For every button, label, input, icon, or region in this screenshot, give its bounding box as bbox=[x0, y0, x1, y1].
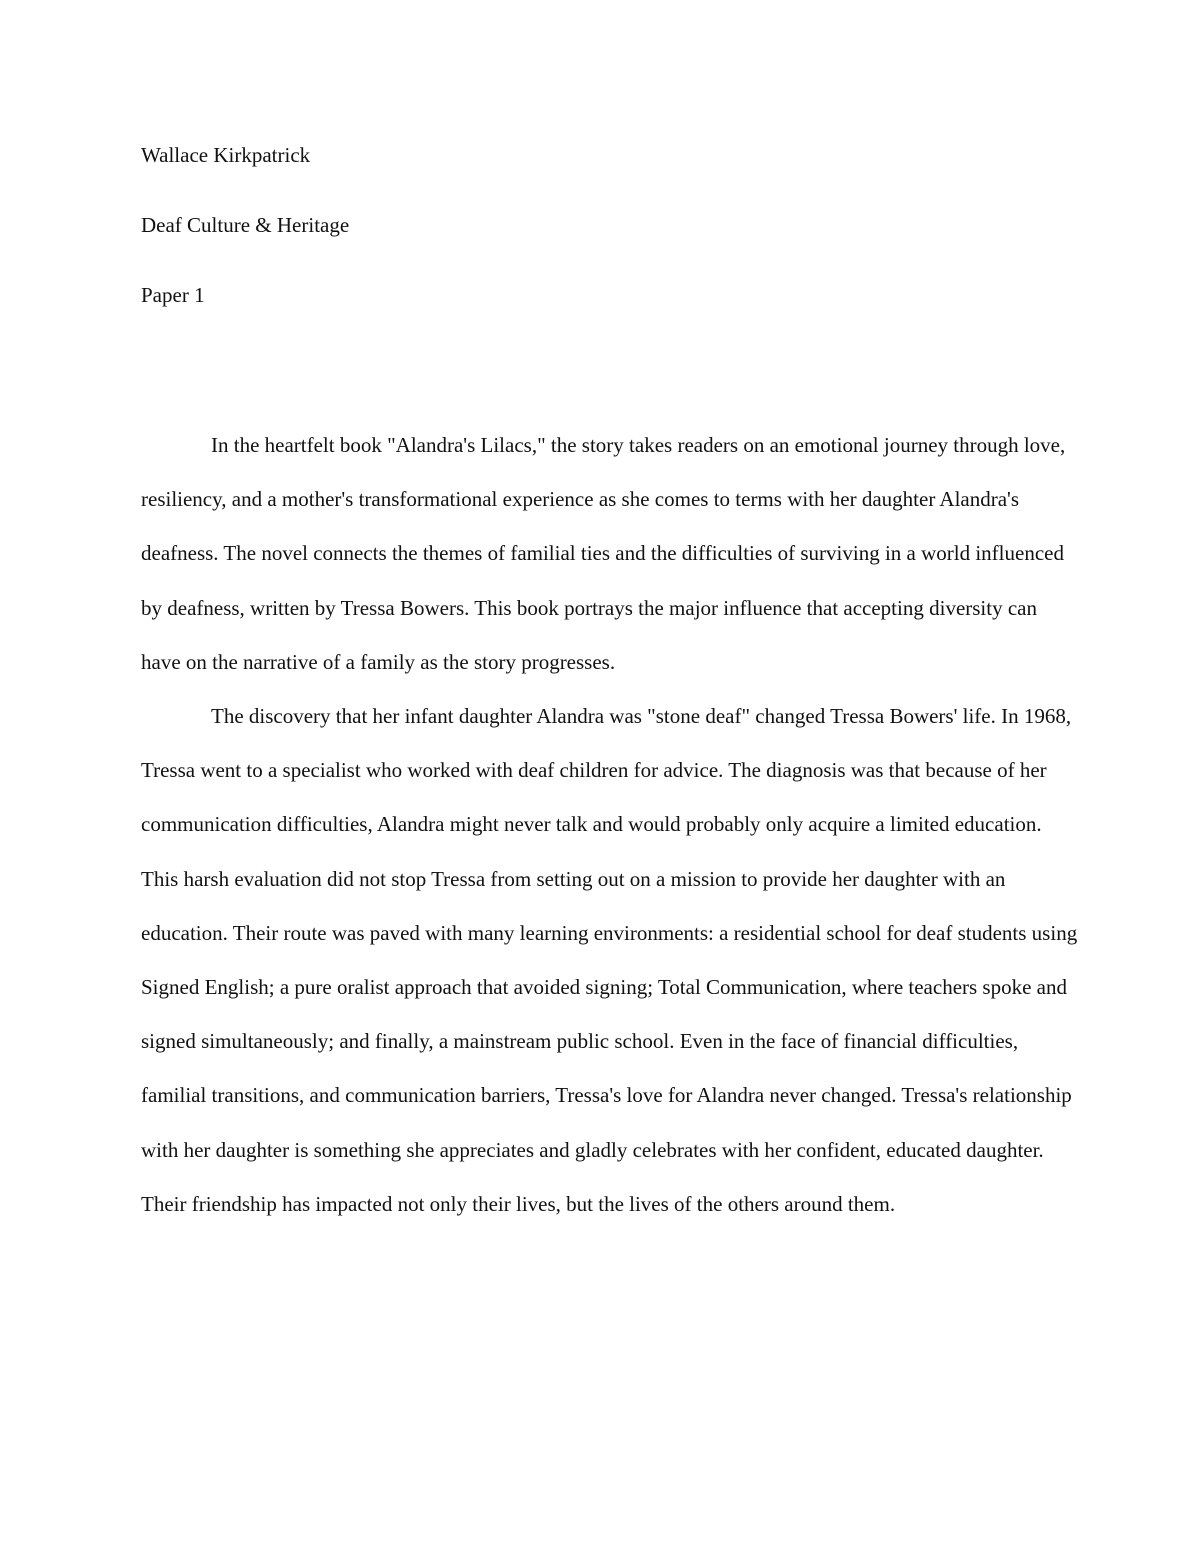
essay-body bbox=[141, 418, 1081, 1231]
course-title: Deaf Culture & Heritage bbox=[141, 213, 350, 237]
author-name: Wallace Kirkpatrick bbox=[141, 143, 311, 167]
paragraph-2: The discovery that her infant daughter Alandra was "stone deaf" changed Tressa Bowers' life. In 1968, Tressa went to a specialist who worked with deaf children for advice. The diagnosis was that because of her communication difficulties, Alandra might never talk and would probably only acquire a limited education. This harsh evaluation did not stop Tressa from setting out on a mission to provide her daughter with an education. Their route was paved with many learning environments: a residential school for deaf students using Signed English; a pure oralist approach that avoided signing; Total Communication, where teachers spoke and signed simultaneously; and finally, a mainstream public school. Even in the face of financial difficulties, familial transitions, and communication barriers, Tressa's love for Alandra never changed. Tressa's relationship with her daughter is something she appreciates and gladly celebrates with her confident, educated daughter. Their friendship has impacted not only their lives, but the lives of the others around them. bbox=[141, 704, 1078, 1216]
paragraph-1: In the heartfelt book "Alandra's Lilacs," the story takes readers on an emotional journey through love, resiliency, and a mother's transformational experience as she comes to terms with her daughter Alandra's deafness. The novel connects the themes of familial ties and the difficulties of surviving in a world influenced by deafness, written by Tressa Bowers. This book portrays the major influence that accepting diversity can have on the narrative of a family as the story progresses. bbox=[141, 433, 1066, 674]
assignment-title: Paper 1 bbox=[141, 283, 205, 307]
